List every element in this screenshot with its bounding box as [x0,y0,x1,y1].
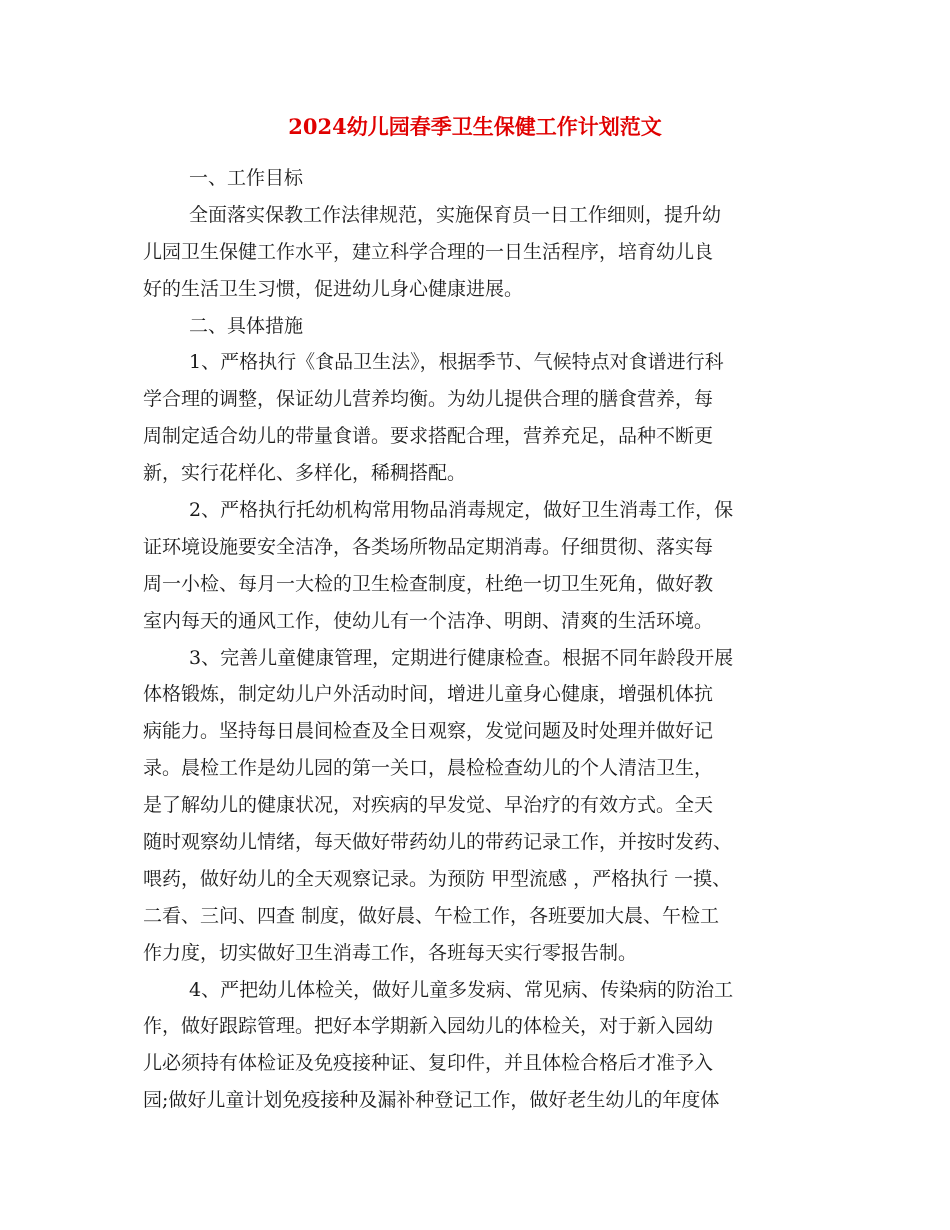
paragraph-line: 二看、三问、四查 制度，做好晨、午检工作，各班要加大晨、午检工 [143,904,720,927]
paragraph-line: 周一小检、每月一大检的卫生检查制度，杜绝一切卫生死角，做好教 [143,572,714,595]
paragraph-line: 病能力。坚持每日晨间检查及全日观察，发觉问题及时处理并做好记 [143,720,714,743]
paragraph-line: 新，实行花样化、多样化，稀稠搭配。 [143,462,467,485]
paragraph-line: 随时观察幼儿情绪，每天做好带药幼儿的带药记录工作，并按时发药、 [143,831,733,854]
paragraph-line: 作，做好跟踪管理。把好本学期新入园幼儿的体检关，对于新入园幼 [143,1015,714,1038]
document-title: 2024幼儿园春季卫生保健工作计划范文 [288,114,662,139]
paragraph-line: 2、严格执行托幼机构常用物品消毒规定，做好卫生消毒工作，保 [189,499,734,522]
paragraph-line: 儿必须持有体检证及免疫接种证、复印件，并且体检合格后才准予入 [143,1052,714,1075]
paragraph-line: 园;做好儿童计划免疫接种及漏补种登记工作，做好老生幼儿的年度体 [143,1089,720,1112]
paragraph-line: 好的生活卫生习惯，促进幼儿身心健康进展。 [143,277,524,300]
paragraph-line: 学合理的调整，保证幼儿营养均衡。为幼儿提供合理的膳食营养，每 [143,388,714,411]
paragraph-line: 作力度，切实做好卫生消毒工作，各班每天实行零报告制。 [143,941,638,964]
paragraph-line: 录。晨检工作是幼儿园的第一关口，晨检检查幼儿的个人清洁卫生， [143,757,714,780]
paragraph-line: 体格锻炼，制定幼儿户外活动时间，增进儿童身心健康，增强机体抗 [143,683,714,706]
paragraph-line: 1、严格执行《食品卫生法》，根据季节、气候特点对食谱进行科 [189,351,724,374]
section-heading-goals: 一、工作目标 [189,167,304,189]
paragraph-line: 证环境设施要安全洁净，各类场所物品定期消毒。仔细贯彻、落实每 [143,535,714,558]
paragraph-line: 周制定适合幼儿的带量食谱。要求搭配合理，营养充足，品种不断更 [143,425,714,448]
document-body [143,160,811,1119]
paragraph-line: 喂药，做好幼儿的全天观察记录。为预防 甲型流感 ，严格执行 一摸、 [143,867,732,890]
paragraph-line: 全面落实保教工作法律规范，实施保育员一日工作细则，提升幼 [189,203,722,226]
paragraph-line: 3、完善儿童健康管理，定期进行健康检查。根据不同年龄段开展 [189,646,734,669]
paragraph-line: 儿园卫生保健工作水平，建立科学合理的一日生活程序，培育幼儿良 [143,240,714,263]
section-heading-measures: 二、具体措施 [189,314,304,337]
paragraph-line: 4、严把幼儿体检关，做好儿童多发病、常见病、传染病的防治工 [189,978,734,1001]
paragraph-line: 室内每天的通风工作，使幼儿有一个洁净、明朗、清爽的生活环境。 [143,609,714,632]
paragraph-line: 是了解幼儿的健康状况，对疾病的早发觉、早治疗的有效方式。全天 [143,794,714,817]
